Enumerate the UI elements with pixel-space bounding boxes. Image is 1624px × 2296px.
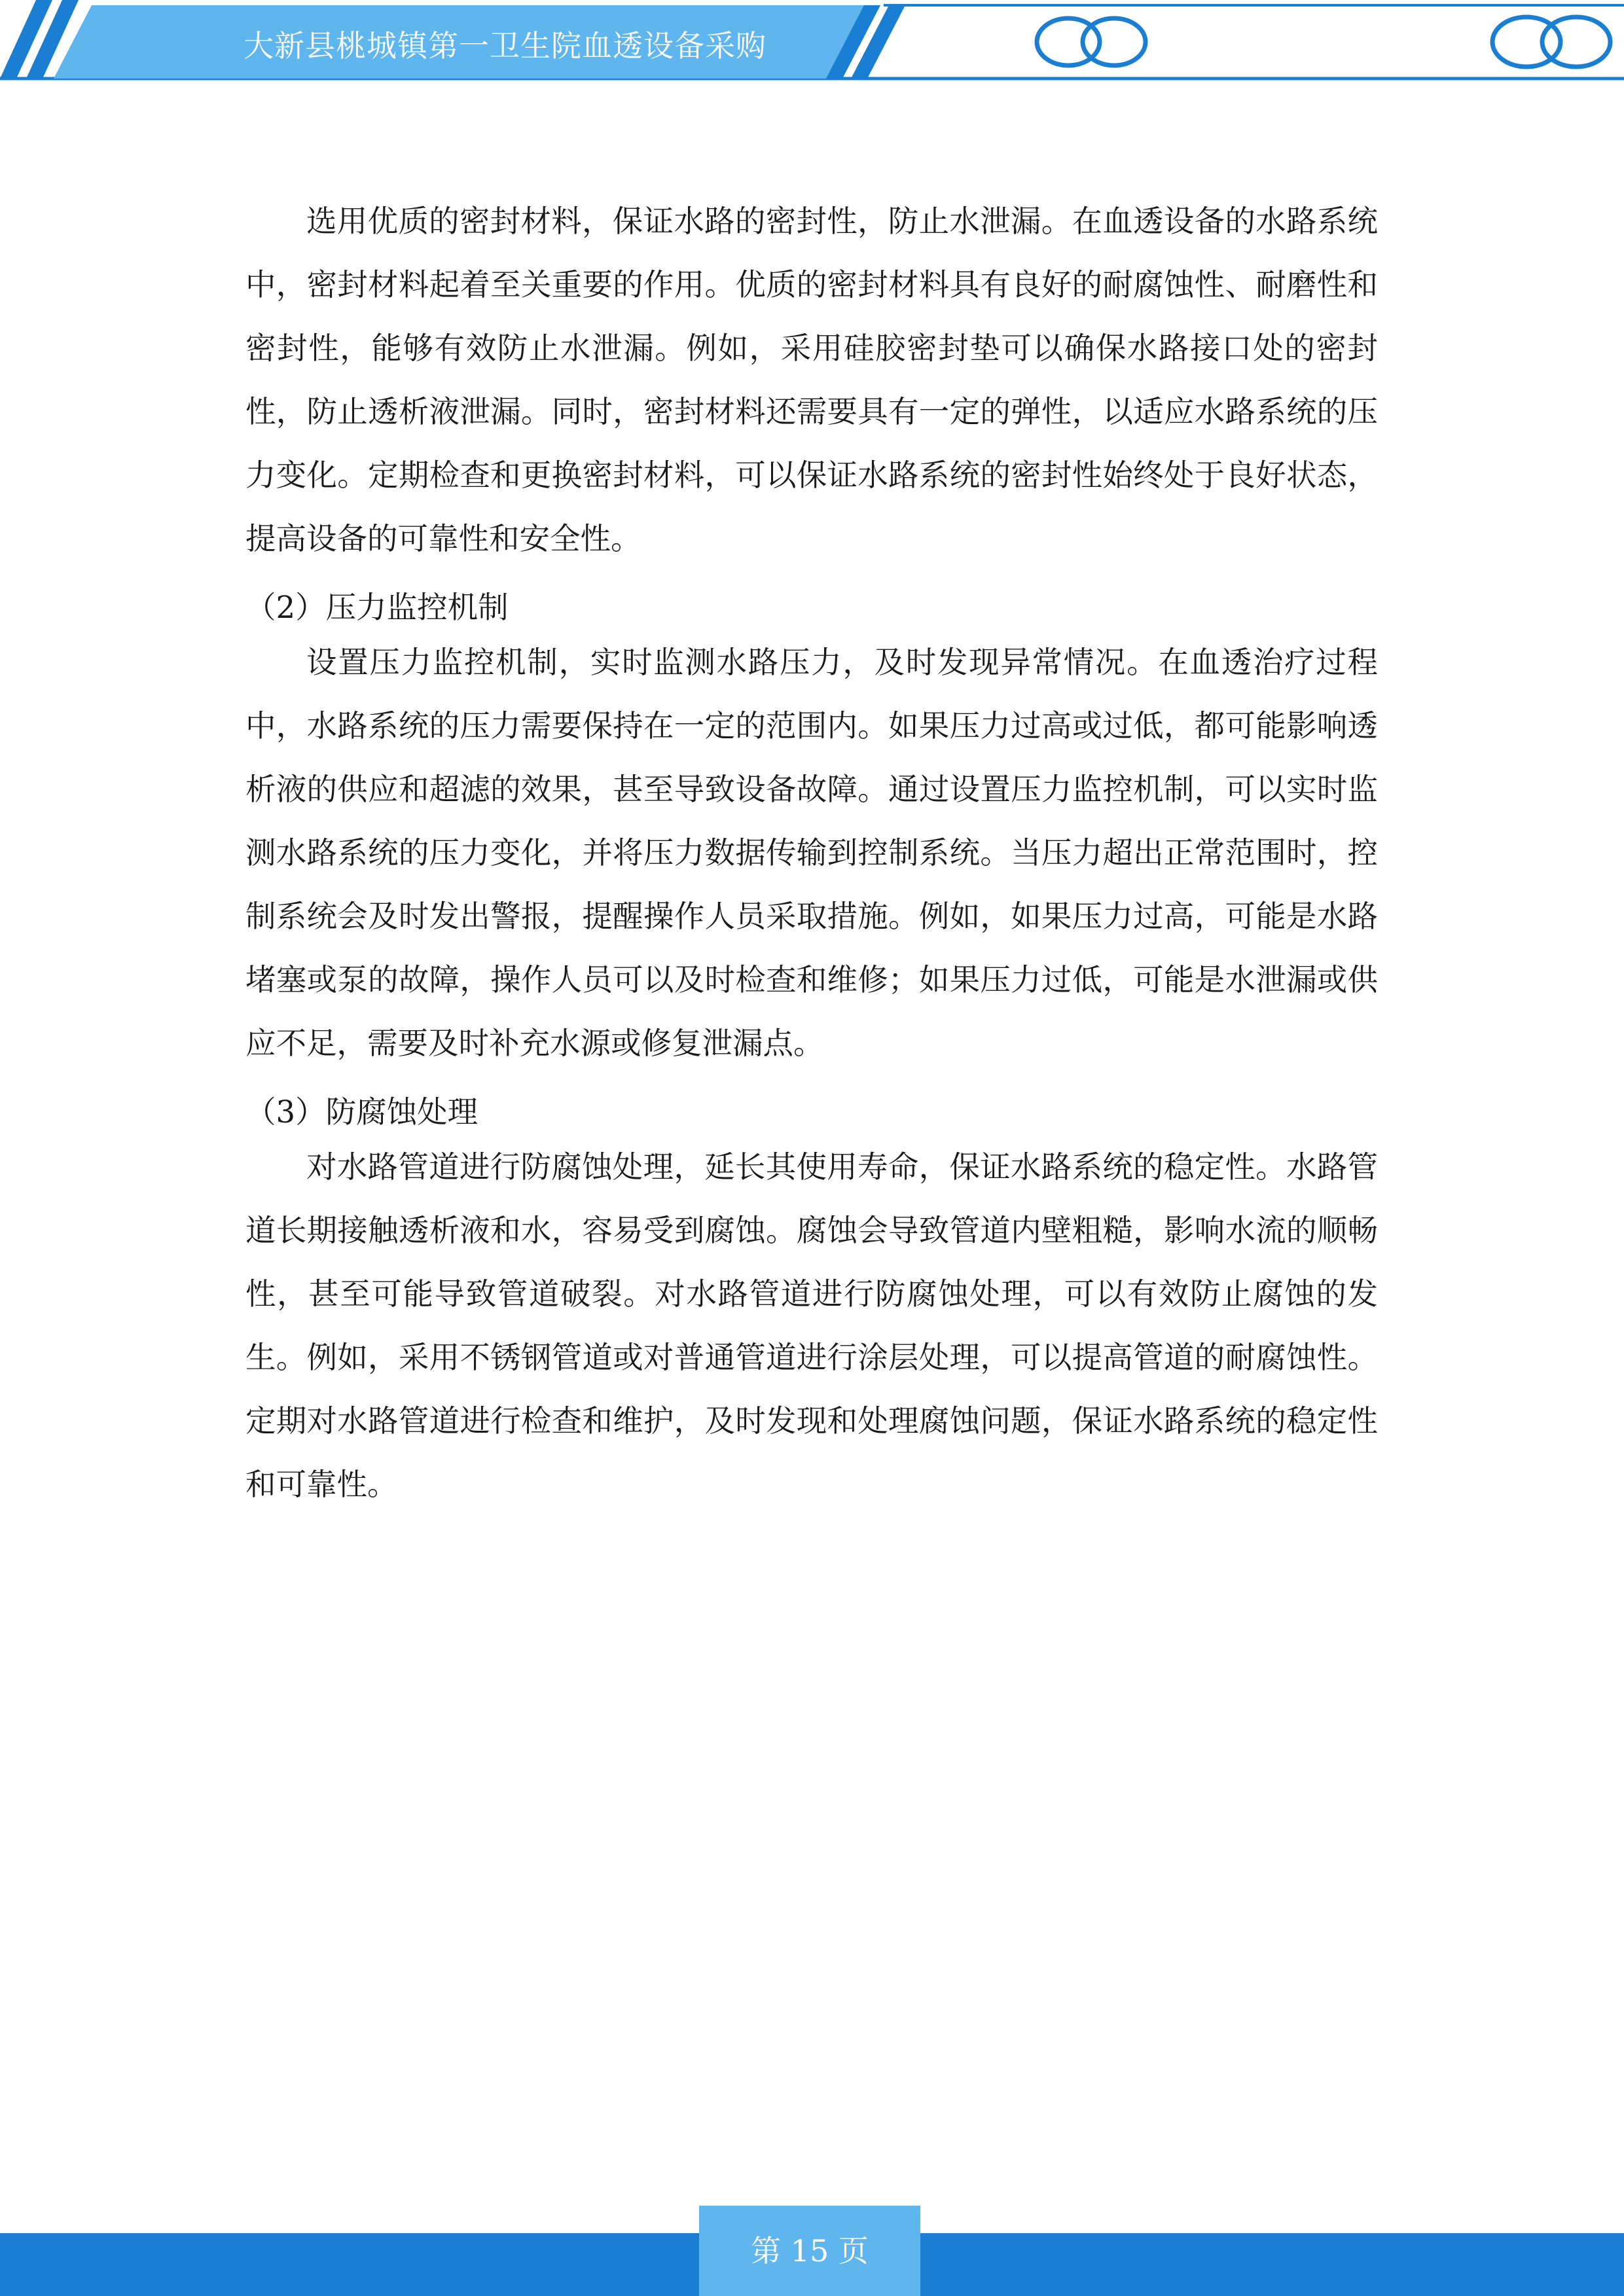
section-heading-anticorrosion: （3）防腐蚀处理 [245, 1094, 478, 1130]
page-number: 第 15 页 [699, 2206, 920, 2296]
section-heading-pressure-monitoring: （2）压力监控机制 [245, 590, 509, 625]
header-title: 大新县桃城镇第一卫生院血透设备采购 [244, 28, 767, 63]
header-rings-right [1492, 17, 1610, 67]
page-header [0, 0, 1624, 85]
paragraph-pressure-monitoring: 设置压力监控机制，实时监测水路压力，及时发现异常情况。在血透治疗过程中，水路系统的压力需要保持在一定的范围内。如果压力过高或过低，都可能影响透析液的供应和超滤的效果，甚至导致设备故障。通过设置压力监控机制，可以实时监测水路系统的压力变化，并将压力数据传输到控制系统。当压力超出正常范围时，控制系统会及时发出警报，提醒操作人员采取措施。例如，如果压力过高，可能是水路堵塞或泵的故障，操作人员可以及时检查和维修；如果压力过低，可能是水泄漏或供应不足，需要及时补充水源或修复泄漏点。 [245, 645, 1378, 1061]
header-rings-middle [1037, 18, 1146, 65]
paragraph-anticorrosion: 对水路管道进行防腐蚀处理，延长其使用寿命，保证水路系统的稳定性。水路管道长期接触透析液和水，容易受到腐蚀。腐蚀会导致管道内壁粗糙，影响水流的顺畅性，甚至可能导致管道破裂。对水路管道进行防腐蚀处理，可以有效防止腐蚀的发生。例如，采用不锈钢管道或对普通管道进行涂层处理，可以提高管道的耐腐蚀性。定期对水路管道进行检查和维护，及时发现和处理腐蚀问题，保证水路系统的稳定性和可靠性。 [245, 1149, 1378, 1502]
paragraph-sealing-materials: 选用优质的密封材料，保证水路的密封性，防止水泄漏。在血透设备的水路系统中，密封材料起着至关重要的作用。优质的密封材料具有良好的耐腐蚀性、耐磨性和密封性，能够有效防止水泄漏。例如，采用硅胶密封垫可以确保水路接口处的密封性，防止透析液泄漏。同时，密封材料还需要具有一定的弹性，以适应水路系统的压力变化。定期检查和更换密封材料，可以保证水路系统的密封性始终处于良好状态，提高设备的可靠性和安全性。 [245, 204, 1378, 556]
document-body [245, 190, 1378, 1516]
